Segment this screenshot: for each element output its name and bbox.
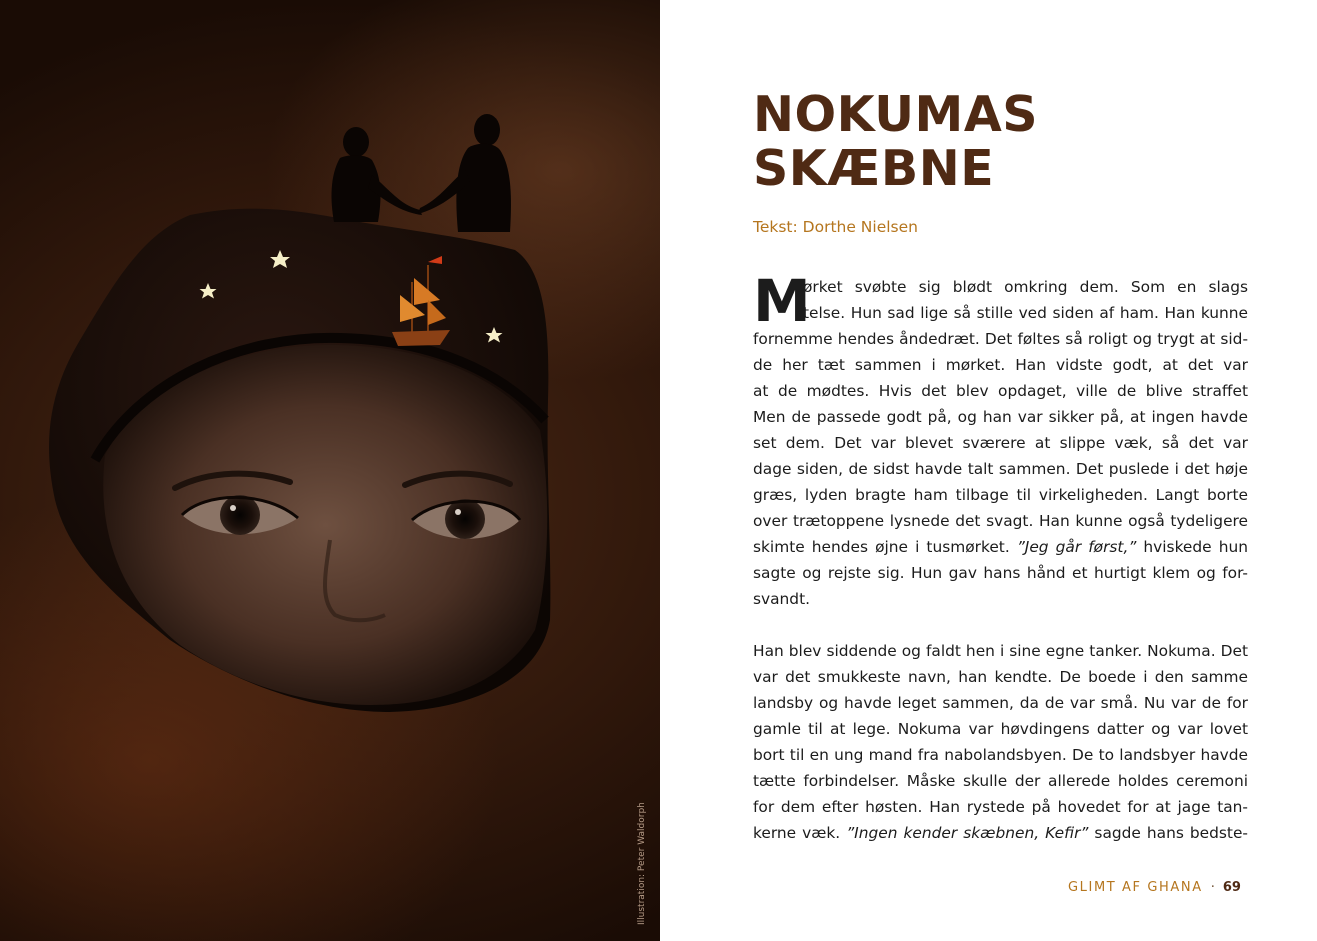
page-footer: [1068, 880, 1248, 895]
title-line-2: SKÆBNE: [753, 140, 995, 197]
running-title: GLIMT AF GHANA: [1068, 880, 1203, 895]
text-line: de her tæt sammen i mørket. Han vidste godt, at det var: [753, 356, 1248, 374]
byline: Tekst: Dorthe Nielsen: [753, 218, 918, 236]
text-line: græs, lyden bragte ham tilbage til virkeligheden. Langt borte: [753, 486, 1248, 504]
text-line: dage siden, de sidst havde talt sammen. Det puslede i det høje: [753, 460, 1248, 478]
text-line: for dem efter høsten. Han rystede på hovedet for at jage tan-: [753, 798, 1248, 816]
paragraph-2: [753, 638, 1248, 846]
footer-separator: ·: [1210, 880, 1215, 895]
drop-cap: M: [753, 267, 811, 335]
text-line: kerne væk. ”Ingen kender skæbnen, Kefir” sagde hans bedste-: [753, 824, 1248, 842]
quote: ”Jeg går først,”: [1016, 538, 1137, 556]
text-line: skimte hendes øjne i tusmørket. ”Jeg går først,” hviskede hun: [753, 538, 1248, 556]
article-page: [660, 0, 1317, 941]
quote: ”Ingen kender skæbnen, Kefir”: [846, 824, 1089, 842]
article-body: [753, 267, 1248, 846]
text-line: landsby og havde leget sammen, da de var små. Nu var de for: [753, 694, 1248, 712]
text-line: gamle til at lege. Nokuma var høvdingens datter og var lovet: [753, 720, 1248, 738]
text-line: set dem. Det var blevet sværere at slippe væk, så det var: [753, 434, 1248, 452]
text-line: fornemme hendes åndedræt. Det føltes så roligt og trygt at sid-: [753, 330, 1248, 348]
illustration-credit: Illustration: Peter Waldorph: [637, 802, 647, 925]
page-number: 69: [1222, 880, 1241, 895]
couple-silhouette: [332, 114, 511, 232]
text-line: tætte forbindelser. Måske skulle der allerede holdes ceremoni: [753, 772, 1248, 790]
text-line: Han blev siddende og faldt hen i sine egne tanker. Nokuma. Det: [753, 642, 1248, 660]
text-line: svandt.: [753, 590, 811, 608]
text-line: var det smukkeste navn, han kendte. De boede i den samme: [753, 668, 1248, 686]
title-line-1: NOKUMAS: [753, 86, 1039, 143]
article-title: [753, 88, 1038, 196]
text-line: ørket svøbte sig blødt omkring dem. Som en slags: [803, 278, 1248, 296]
text-line: at de mødtes. Hvis det blev opdaget, ville de blive straffet: [753, 382, 1248, 400]
text-line: bort til en ung mand fra nabolandsbyen. De to landsbyer havde: [753, 746, 1248, 764]
text-line: sagte og rejste sig. Hun gav hans hånd et hurtigt klem og for-: [753, 564, 1248, 582]
text-line: over trætoppene lysnede det svagt. Han kunne også tydeligere: [753, 512, 1248, 530]
paragraph-1: [753, 267, 1248, 612]
text-line: telse. Hun sad lige så stille ved siden af ham. Han kunne: [803, 304, 1248, 322]
text-line: Men de passede godt på, og han var sikker på, at ingen havde: [753, 408, 1248, 426]
